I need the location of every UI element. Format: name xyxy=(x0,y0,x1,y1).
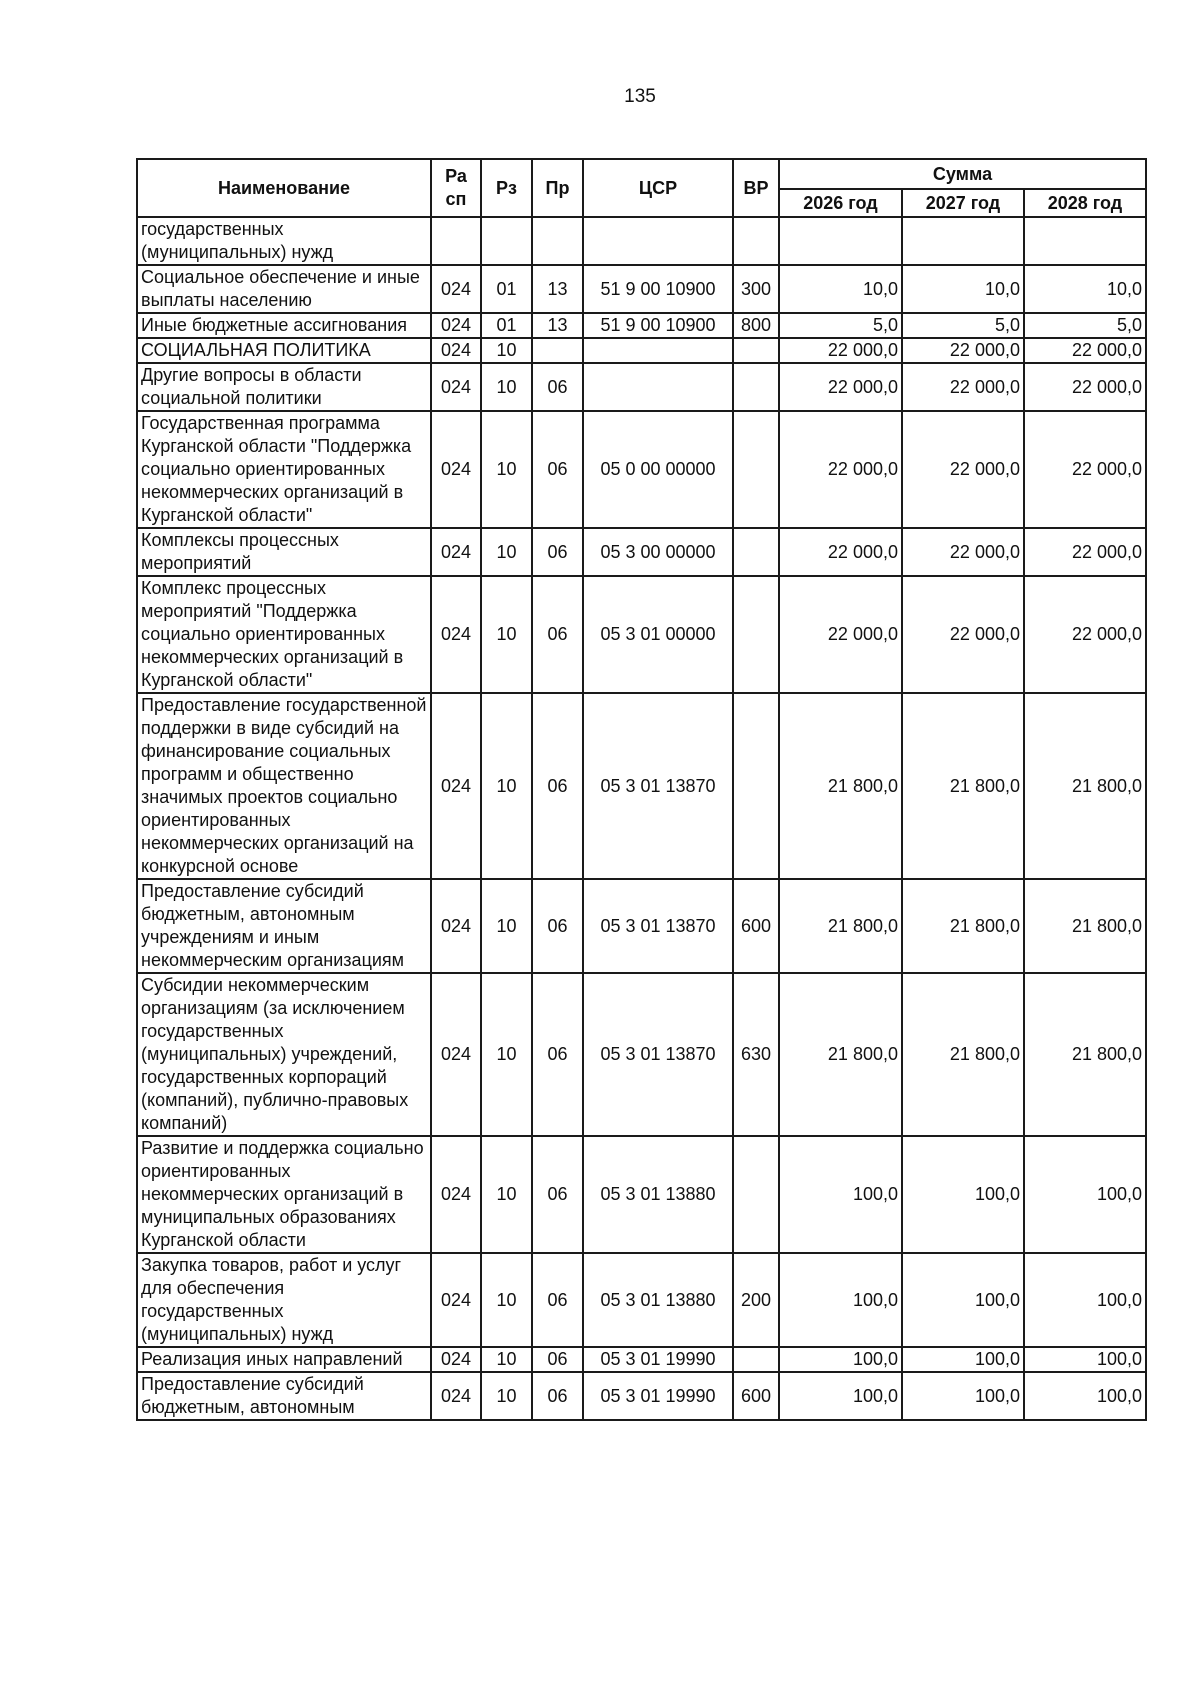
cell-name: Иные бюджетные ассигнования xyxy=(137,313,431,338)
cell-2026: 22 000,0 xyxy=(779,363,902,411)
cell-pr: 06 xyxy=(532,1253,583,1347)
table-row xyxy=(137,363,1146,411)
cell-2027: 5,0 xyxy=(902,313,1024,338)
cell-2027: 21 800,0 xyxy=(902,693,1024,879)
cell-2028: 22 000,0 xyxy=(1024,528,1146,576)
cell-2028: 100,0 xyxy=(1024,1253,1146,1347)
cell-2028: 100,0 xyxy=(1024,1136,1146,1253)
cell-2027: 100,0 xyxy=(902,1372,1024,1420)
cell-name: Субсидии некоммерческим организациям (за исключением государственных (муниципальных) учреждений, государственных корпораций (компаний), публично-правовых компаний) xyxy=(137,973,431,1136)
header-2027: 2027 год xyxy=(902,189,1024,217)
cell-rz: 10 xyxy=(481,1253,532,1347)
table-body xyxy=(137,217,1146,1420)
cell-2026: 22 000,0 xyxy=(779,411,902,528)
cell-2027: 21 800,0 xyxy=(902,973,1024,1136)
cell-csr: 05 3 01 13870 xyxy=(583,693,733,879)
cell-rasp: 024 xyxy=(431,1372,481,1420)
cell-pr: 06 xyxy=(532,411,583,528)
cell-vr: 800 xyxy=(733,313,779,338)
cell-2026: 21 800,0 xyxy=(779,693,902,879)
cell-2027: 22 000,0 xyxy=(902,576,1024,693)
cell-2026: 22 000,0 xyxy=(779,338,902,363)
cell-name: Социальное обеспечение и иные выплаты населению xyxy=(137,265,431,313)
cell-rasp: 024 xyxy=(431,693,481,879)
cell-rz: 10 xyxy=(481,411,532,528)
cell-name: Комплекс процессных мероприятий "Поддержка социально ориентированных некоммерческих организаций в Курганской области" xyxy=(137,576,431,693)
cell-rz: 10 xyxy=(481,1372,532,1420)
table-row xyxy=(137,1347,1146,1372)
cell-2027: 100,0 xyxy=(902,1347,1024,1372)
cell-csr: 05 0 00 00000 xyxy=(583,411,733,528)
cell-name: Закупка товаров, работ и услуг для обеспечения государственных (муниципальных) нужд xyxy=(137,1253,431,1347)
cell-name: Комплексы процессных мероприятий xyxy=(137,528,431,576)
cell-rasp: 024 xyxy=(431,363,481,411)
cell-rasp: 024 xyxy=(431,879,481,973)
cell-vr xyxy=(733,1347,779,1372)
cell-vr: 600 xyxy=(733,1372,779,1420)
header-name: Наименование xyxy=(137,159,431,217)
cell-rasp: 024 xyxy=(431,338,481,363)
cell-2027: 10,0 xyxy=(902,265,1024,313)
cell-pr: 06 xyxy=(532,528,583,576)
cell-pr: 06 xyxy=(532,693,583,879)
cell-csr: 05 3 01 00000 xyxy=(583,576,733,693)
cell-rasp xyxy=(431,217,481,265)
cell-2026: 100,0 xyxy=(779,1347,902,1372)
header-rasp: Ра сп xyxy=(431,159,481,217)
header-vr: ВР xyxy=(733,159,779,217)
cell-name: государственных (муниципальных) нужд xyxy=(137,217,431,265)
cell-vr xyxy=(733,1136,779,1253)
cell-rz: 10 xyxy=(481,1136,532,1253)
table-row xyxy=(137,693,1146,879)
cell-2027: 22 000,0 xyxy=(902,363,1024,411)
cell-name: Развитие и поддержка социально ориентированных некоммерческих организаций в муниципальных образованиях Курганской области xyxy=(137,1136,431,1253)
cell-vr xyxy=(733,693,779,879)
cell-csr: 05 3 01 19990 xyxy=(583,1372,733,1420)
cell-2027: 22 000,0 xyxy=(902,528,1024,576)
table-row xyxy=(137,973,1146,1136)
cell-pr xyxy=(532,338,583,363)
cell-rz: 10 xyxy=(481,693,532,879)
cell-vr xyxy=(733,217,779,265)
cell-name: Государственная программа Курганской области "Поддержка социально ориентированных некоммерческих организаций в Курганской области" xyxy=(137,411,431,528)
cell-csr: 05 3 00 00000 xyxy=(583,528,733,576)
cell-pr: 06 xyxy=(532,879,583,973)
cell-rz: 10 xyxy=(481,363,532,411)
cell-csr: 51 9 00 10900 xyxy=(583,265,733,313)
cell-2026: 21 800,0 xyxy=(779,879,902,973)
cell-vr xyxy=(733,528,779,576)
cell-rasp: 024 xyxy=(431,1253,481,1347)
cell-csr xyxy=(583,338,733,363)
cell-vr xyxy=(733,576,779,693)
cell-2026: 22 000,0 xyxy=(779,576,902,693)
cell-2026: 100,0 xyxy=(779,1253,902,1347)
cell-2028: 5,0 xyxy=(1024,313,1146,338)
cell-rz: 10 xyxy=(481,338,532,363)
cell-name: Предоставление субсидий бюджетным, автономным xyxy=(137,1372,431,1420)
cell-rasp: 024 xyxy=(431,576,481,693)
page-number: 135 xyxy=(624,86,656,107)
table-row xyxy=(137,1136,1146,1253)
cell-2028 xyxy=(1024,217,1146,265)
cell-pr: 06 xyxy=(532,1136,583,1253)
cell-2028: 21 800,0 xyxy=(1024,693,1146,879)
cell-rasp: 024 xyxy=(431,1347,481,1372)
cell-pr: 06 xyxy=(532,973,583,1136)
cell-2026: 100,0 xyxy=(779,1136,902,1253)
cell-vr xyxy=(733,363,779,411)
cell-2027: 100,0 xyxy=(902,1136,1024,1253)
header-2028: 2028 год xyxy=(1024,189,1146,217)
budget-table xyxy=(136,158,1147,1421)
table-row xyxy=(137,313,1146,338)
header-pr: Пр xyxy=(532,159,583,217)
cell-rz: 01 xyxy=(481,265,532,313)
cell-vr xyxy=(733,411,779,528)
cell-2027 xyxy=(902,217,1024,265)
cell-2027: 22 000,0 xyxy=(902,411,1024,528)
table-row xyxy=(137,1372,1146,1420)
cell-name: СОЦИАЛЬНАЯ ПОЛИТИКА xyxy=(137,338,431,363)
cell-pr: 06 xyxy=(532,363,583,411)
cell-csr: 05 3 01 13870 xyxy=(583,879,733,973)
cell-vr xyxy=(733,338,779,363)
cell-2026: 5,0 xyxy=(779,313,902,338)
cell-name: Другие вопросы в области социальной политики xyxy=(137,363,431,411)
cell-2026: 21 800,0 xyxy=(779,973,902,1136)
cell-2026: 22 000,0 xyxy=(779,528,902,576)
cell-2028: 100,0 xyxy=(1024,1372,1146,1420)
cell-2027: 21 800,0 xyxy=(902,879,1024,973)
table-row xyxy=(137,338,1146,363)
cell-2027: 22 000,0 xyxy=(902,338,1024,363)
cell-rasp: 024 xyxy=(431,1136,481,1253)
cell-pr: 06 xyxy=(532,1347,583,1372)
cell-2026: 10,0 xyxy=(779,265,902,313)
table-header xyxy=(137,159,1146,217)
cell-vr: 200 xyxy=(733,1253,779,1347)
cell-rasp: 024 xyxy=(431,411,481,528)
cell-rz xyxy=(481,217,532,265)
cell-rz: 01 xyxy=(481,313,532,338)
cell-2028: 10,0 xyxy=(1024,265,1146,313)
cell-pr: 06 xyxy=(532,576,583,693)
cell-rz: 10 xyxy=(481,1347,532,1372)
cell-2028: 21 800,0 xyxy=(1024,973,1146,1136)
table-row xyxy=(137,217,1146,265)
header-2026: 2026 год xyxy=(779,189,902,217)
cell-name: Предоставление государственной поддержки в виде субсидий на финансирование социальных программ и общественно значимых проектов социально ориентированных некоммерческих организаций на конкурсной основе xyxy=(137,693,431,879)
table-row xyxy=(137,879,1146,973)
cell-2027: 100,0 xyxy=(902,1253,1024,1347)
table-row xyxy=(137,528,1146,576)
cell-2028: 22 000,0 xyxy=(1024,576,1146,693)
cell-2028: 22 000,0 xyxy=(1024,411,1146,528)
cell-csr: 05 3 01 19990 xyxy=(583,1347,733,1372)
table-row xyxy=(137,265,1146,313)
cell-csr: 05 3 01 13880 xyxy=(583,1136,733,1253)
cell-rasp: 024 xyxy=(431,973,481,1136)
cell-rasp: 024 xyxy=(431,313,481,338)
cell-2028: 22 000,0 xyxy=(1024,363,1146,411)
table-row xyxy=(137,1253,1146,1347)
header-rz: Рз xyxy=(481,159,532,217)
cell-2028: 21 800,0 xyxy=(1024,879,1146,973)
table-row xyxy=(137,411,1146,528)
cell-rasp: 024 xyxy=(431,528,481,576)
cell-csr xyxy=(583,363,733,411)
cell-2028: 22 000,0 xyxy=(1024,338,1146,363)
cell-csr xyxy=(583,217,733,265)
cell-vr: 600 xyxy=(733,879,779,973)
cell-csr: 51 9 00 10900 xyxy=(583,313,733,338)
cell-vr: 300 xyxy=(733,265,779,313)
cell-csr: 05 3 01 13870 xyxy=(583,973,733,1136)
cell-rz: 10 xyxy=(481,973,532,1136)
cell-rz: 10 xyxy=(481,576,532,693)
cell-name: Реализация иных направлений xyxy=(137,1347,431,1372)
cell-rz: 10 xyxy=(481,879,532,973)
cell-2028: 100,0 xyxy=(1024,1347,1146,1372)
cell-csr: 05 3 01 13880 xyxy=(583,1253,733,1347)
cell-name: Предоставление субсидий бюджетным, автономным учреждениям и иным некоммерческим организациям xyxy=(137,879,431,973)
cell-pr: 06 xyxy=(532,1372,583,1420)
table-row xyxy=(137,576,1146,693)
header-csr: ЦСР xyxy=(583,159,733,217)
cell-pr xyxy=(532,217,583,265)
cell-rasp: 024 xyxy=(431,265,481,313)
cell-2026 xyxy=(779,217,902,265)
cell-vr: 630 xyxy=(733,973,779,1136)
cell-2026: 100,0 xyxy=(779,1372,902,1420)
cell-pr: 13 xyxy=(532,265,583,313)
cell-rz: 10 xyxy=(481,528,532,576)
cell-pr: 13 xyxy=(532,313,583,338)
header-summa: Сумма xyxy=(779,159,1146,189)
